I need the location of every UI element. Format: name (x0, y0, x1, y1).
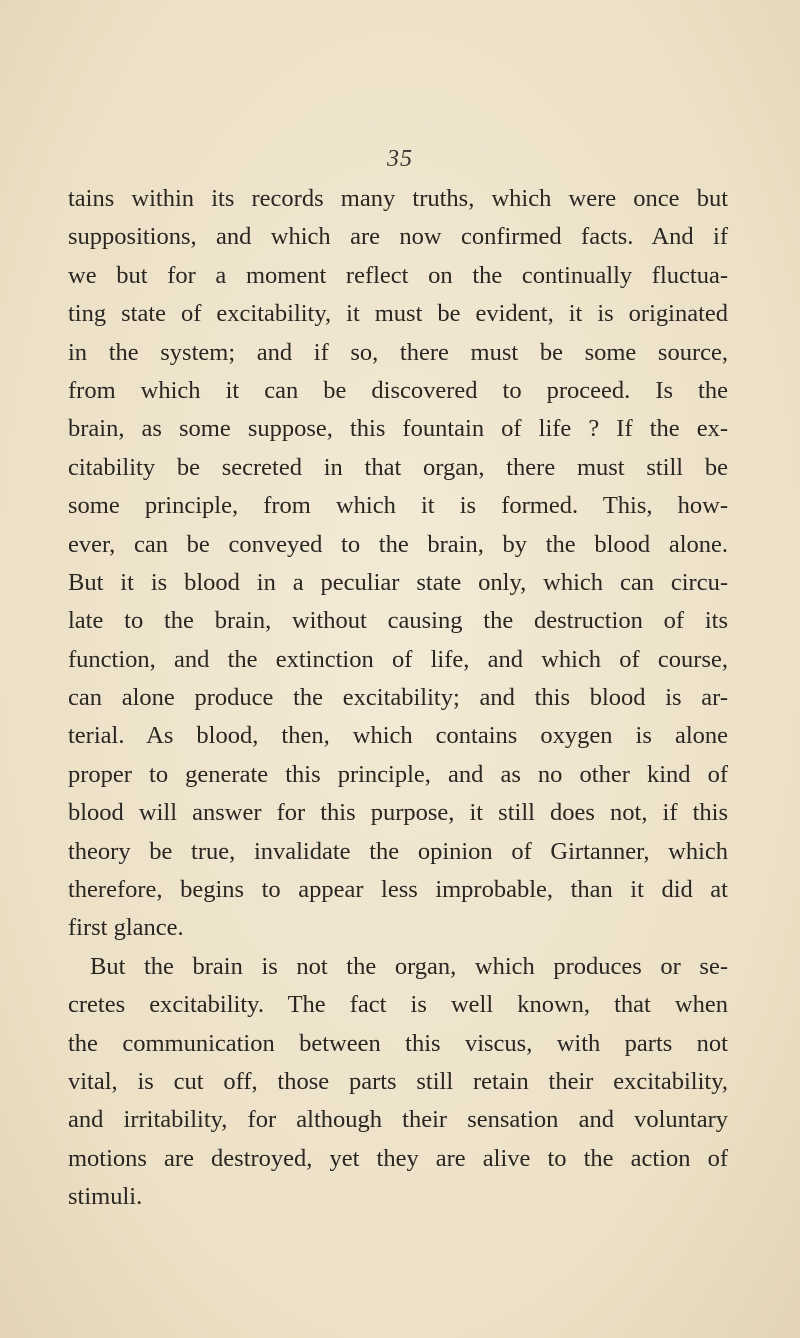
text-line: therefore, begins to appear less improbable, than it did at (68, 876, 728, 904)
text-line: from which it can be discovered to proceed. Is the (68, 376, 728, 404)
text-line: tains within its records many truths, which were once but (68, 185, 728, 212)
text-line: we but for a moment reflect on the continually fluctua- (68, 261, 728, 289)
text-line: function, and the extinction of life, and which of course, (68, 645, 728, 673)
text-line: brain, as some suppose, this fountain of life ? If the ex- (68, 415, 728, 443)
text-line: blood will answer for this purpose, it still does not, if this (68, 799, 728, 827)
text-line: some principle, from which it is formed. This, how- (68, 492, 728, 520)
page-number: 35 (387, 146, 413, 172)
text-line: and irritability, for although their sensation and voluntary (68, 1106, 728, 1134)
text-line: in the system; and if so, there must be some source, (68, 338, 728, 366)
body-text (68, 180, 728, 1217)
text-line: stimuli. (68, 1183, 143, 1211)
text-line: But the brain is not the organ, which produces or se- (90, 952, 728, 980)
text-line: late to the brain, without causing the destruction of its (68, 607, 728, 635)
text-line: terial. As blood, then, which contains oxygen is alone (68, 722, 728, 750)
text-line: But it is blood in a peculiar state only, which can circu- (68, 568, 728, 596)
text-line: proper to generate this principle, and as no other kind of (68, 760, 728, 788)
text-line: motions are destroyed, yet they are alive to the action of (68, 1144, 728, 1172)
text-line: vital, is cut off, those parts still retain their excitability, (68, 1067, 728, 1095)
text-line: suppositions, and which are now confirmed facts. And if (68, 223, 728, 251)
text-line: cretes excitability. The fact is well known, that when (68, 991, 728, 1019)
text-line: the communication between this viscus, with parts not (68, 1029, 728, 1057)
text-line: citability be secreted in that organ, there must still be (68, 453, 728, 481)
text-line: first glance. (68, 914, 184, 942)
text-line: can alone produce the excitability; and this blood is ar- (68, 684, 728, 712)
text-line: ever, can be conveyed to the brain, by the blood alone. (68, 530, 728, 558)
text-line: ting state of excitability, it must be evident, it is originated (68, 300, 728, 328)
text-line: theory be true, invalidate the opinion of Girtanner, which (68, 837, 728, 865)
